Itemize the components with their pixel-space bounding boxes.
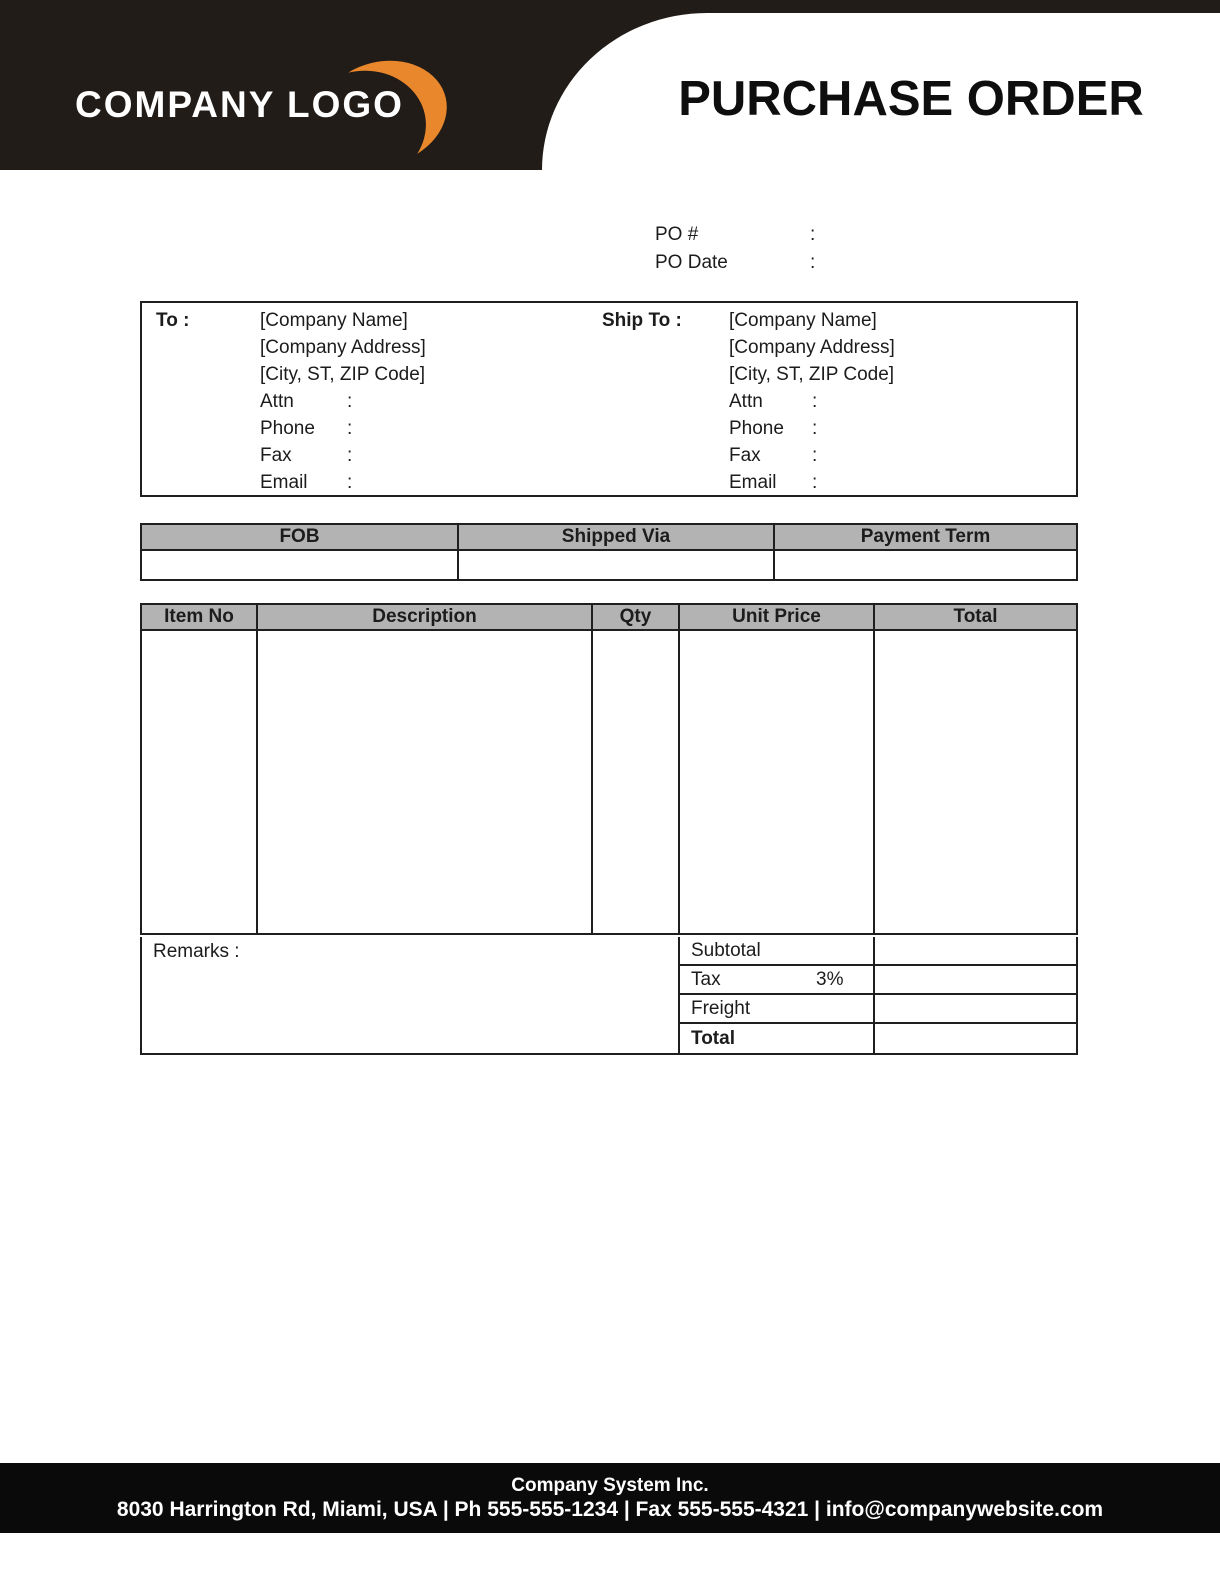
shipping-terms-table bbox=[140, 523, 1078, 581]
ship-to-email-label: Email bbox=[729, 472, 777, 493]
col-header-item-no: Item No bbox=[142, 605, 258, 631]
total-column bbox=[875, 631, 1076, 933]
line-items-body bbox=[142, 631, 1076, 933]
to-fax-label: Fax bbox=[260, 445, 292, 466]
ship-to-city-line: [City, ST, ZIP Code] bbox=[729, 364, 895, 385]
ship-to-phone-field bbox=[729, 415, 895, 442]
shipped-via-value-cell bbox=[459, 551, 775, 579]
document-title: PURCHASE ORDER bbox=[678, 71, 1144, 126]
to-city-line: [City, ST, ZIP Code] bbox=[260, 364, 426, 385]
total-label-cell bbox=[680, 1024, 875, 1053]
po-number-label: PO # bbox=[655, 224, 699, 245]
col-header-description: Description bbox=[258, 605, 593, 631]
col-header-payment-term: Payment Term bbox=[775, 525, 1076, 551]
footer-contact-line: 8030 Harrington Rd, Miami, USA | Ph 555-555-1234 | Fax 555-555-4321 | info@companywebsite.com bbox=[116, 1497, 1104, 1521]
subtotal-label-cell bbox=[680, 937, 875, 966]
ship-to-fax-label: Fax bbox=[729, 445, 761, 466]
logo-swoosh-icon bbox=[336, 42, 468, 158]
po-date-row bbox=[655, 249, 954, 277]
item-no-column bbox=[142, 631, 258, 933]
ship-to-company-name: [Company Name] bbox=[729, 310, 877, 331]
col-header-qty: Qty bbox=[593, 605, 680, 631]
po-meta-block bbox=[655, 221, 954, 277]
ship-to-attn-colon: : bbox=[812, 391, 818, 412]
col-header-total: Total bbox=[875, 605, 1076, 631]
ship-to-attn-field bbox=[729, 388, 895, 415]
summary-section bbox=[140, 937, 1078, 1055]
freight-value-cell bbox=[875, 995, 1076, 1024]
tax-value-cell bbox=[875, 966, 1076, 995]
to-label: To : bbox=[156, 310, 190, 331]
line-items-table bbox=[140, 603, 1078, 935]
ship-to-email-field bbox=[729, 469, 895, 496]
freight-label-cell bbox=[680, 995, 875, 1024]
qty-column bbox=[593, 631, 680, 933]
to-attn-label: Attn bbox=[260, 391, 294, 412]
to-phone-colon: : bbox=[347, 418, 353, 439]
ship-to-label: Ship To : bbox=[602, 310, 682, 331]
ship-to-fax-colon: : bbox=[812, 445, 818, 466]
total-value-cell bbox=[875, 1024, 1076, 1053]
ship-to-email-colon: : bbox=[812, 472, 818, 493]
to-fax-colon: : bbox=[347, 445, 353, 466]
payment-term-value-cell bbox=[775, 551, 1076, 579]
tax-label-cell bbox=[680, 966, 875, 995]
ship-to-section bbox=[602, 307, 1076, 495]
total-label: Total bbox=[691, 1027, 735, 1049]
to-details bbox=[260, 307, 426, 495]
shipping-terms-value-row bbox=[142, 551, 1076, 579]
col-header-fob: FOB bbox=[142, 525, 459, 551]
po-number-row bbox=[655, 221, 954, 249]
to-attn-colon: : bbox=[347, 391, 353, 412]
subtotal-value-cell bbox=[875, 937, 1076, 966]
description-column bbox=[258, 631, 593, 933]
header-band bbox=[0, 0, 1220, 170]
to-email-field bbox=[260, 469, 426, 496]
to-company-address: [Company Address] bbox=[260, 337, 426, 358]
to-fax-field bbox=[260, 442, 426, 469]
to-attn-field bbox=[260, 388, 426, 415]
address-box bbox=[140, 301, 1078, 497]
remarks-label: Remarks : bbox=[153, 941, 240, 962]
po-date-colon: : bbox=[810, 252, 816, 273]
tax-rate: 3% bbox=[816, 968, 844, 990]
freight-label: Freight bbox=[691, 997, 751, 1019]
to-section bbox=[156, 307, 602, 495]
line-items-header-row bbox=[142, 605, 1076, 631]
to-phone-field bbox=[260, 415, 426, 442]
to-email-colon: : bbox=[347, 472, 353, 493]
ship-to-fax-field bbox=[729, 442, 895, 469]
ship-to-phone-colon: : bbox=[812, 418, 818, 439]
ship-to-attn-label: Attn bbox=[729, 391, 763, 412]
ship-to-company-address: [Company Address] bbox=[729, 337, 895, 358]
ship-to-details bbox=[729, 307, 895, 495]
unit-price-column bbox=[680, 631, 875, 933]
tax-label: Tax bbox=[691, 968, 721, 990]
shipping-terms-header-row bbox=[142, 525, 1076, 551]
col-header-shipped-via: Shipped Via bbox=[459, 525, 775, 551]
fob-value-cell bbox=[142, 551, 459, 579]
to-email-label: Email bbox=[260, 472, 308, 493]
remarks-cell bbox=[142, 937, 680, 1053]
footer-band bbox=[0, 1463, 1220, 1533]
footer-company-name: Company System Inc. bbox=[511, 1474, 709, 1496]
subtotal-label: Subtotal bbox=[691, 939, 761, 961]
ship-to-phone-label: Phone bbox=[729, 418, 784, 439]
company-logo-text: COMPANY LOGO bbox=[75, 84, 404, 125]
title-panel bbox=[542, 13, 1220, 170]
col-header-unit-price: Unit Price bbox=[680, 605, 875, 631]
to-company-name: [Company Name] bbox=[260, 310, 408, 331]
po-date-label: PO Date bbox=[655, 252, 728, 273]
po-number-colon: : bbox=[810, 224, 816, 245]
to-phone-label: Phone bbox=[260, 418, 315, 439]
